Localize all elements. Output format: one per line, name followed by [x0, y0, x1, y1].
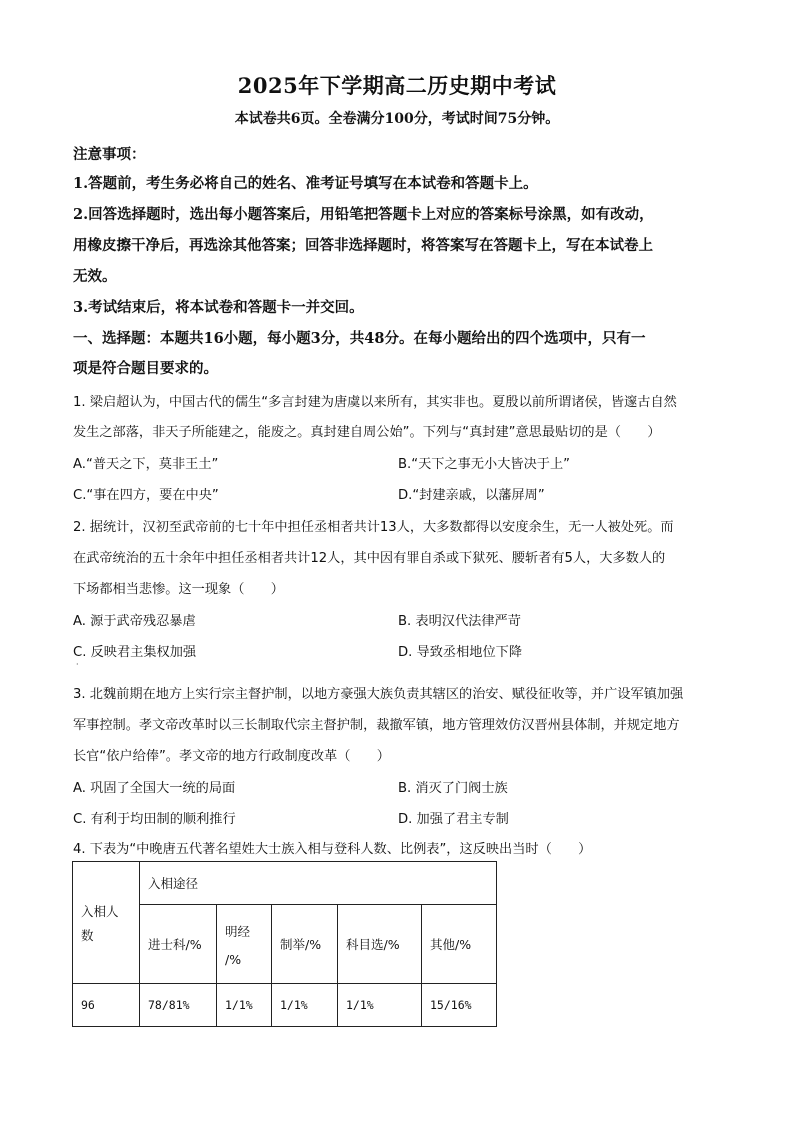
question-4-line-1: 4. 下表为“中晚唐五代著名望姓大士族入相与登科人数、比例表”，这反映出当时（ ） [73, 842, 592, 857]
question-1-option-b[interactable]: B.“天下之事无小大皆决于上” [398, 457, 570, 472]
exam-title: 2025年下学期高二历史期中考试 [237, 73, 557, 98]
notice-item-2-end: 无效。 [73, 268, 117, 285]
question-3-option-d[interactable]: D. 加强了君主专制 [398, 812, 509, 827]
question-2-line-1: 2. 据统计，汉初至武帝前的七十年中担任丞相者共计13人，大多数都得以安度余生，无一人被处死。而 [73, 520, 674, 535]
scholar-gentry-table [72, 861, 497, 1027]
table-count-header: 入相人 数 [73, 862, 140, 984]
table-col-kemuxuan: 科目选/% [338, 905, 422, 984]
question-1-option-c[interactable]: C.“事在四方，要在中央” [73, 488, 219, 503]
table-cell-zhiju: 1/1% [272, 984, 338, 1027]
notice-item-2: 2.回答选择题时，选出每小题答案后，用铅笔把答题卡上对应的答案标号涂黑，如有改动， [73, 206, 654, 223]
question-3-option-b[interactable]: B. 消灭了门阀士族 [398, 781, 508, 796]
table-col-zhiju: 制举/% [272, 905, 338, 984]
question-1-line-1: 1. 梁启超认为，中国古代的儒生“多言封建为唐虞以来所有，其实非也。夏殷以前所谓诸侯，皆邃古自然 [73, 395, 677, 410]
notice-item-2-cont: 用橡皮擦干净后，再选涂其他答案；回答非选择题时，将答案写在答题卡上，写在本试卷上 [73, 237, 653, 254]
question-1-line-2: 发生之部落，非天子所能建之，能废之。真封建自周公始”。下列与“真封建”意思最贴切的是（ ） [73, 425, 661, 440]
section-heading-cont: 项是符合题目要求的。 [73, 360, 218, 377]
question-2-line-3: 下场都相当悲惨。这一现象（ ） [73, 582, 284, 597]
notice-item-3: 3.考试结束后，将本试卷和答题卡一并交回。 [73, 299, 364, 316]
question-3-line-2: 军事控制。孝文帝改革时以三长制取代宗主督护制，裁撤军镇，地方管理效仿汉晋州县体制，并规定地方 [73, 718, 680, 733]
table-cell-kemuxuan: 1/1% [338, 984, 422, 1027]
table-cell-other: 15/16% [422, 984, 497, 1027]
stray-mark: · [76, 660, 79, 669]
question-1-option-a[interactable]: A.“普天之下，莫非王土” [73, 457, 219, 472]
question-3-line-1: 3. 北魏前期在地方上实行宗主督护制，以地方豪强大族负责其辖区的治安、赋役征收等，并广设军镇加强 [73, 687, 684, 702]
question-2-option-d[interactable]: D. 导致丞相地位下降 [398, 645, 523, 660]
notice-item-1: 1.答题前，考生务必将自己的姓名、准考证号填写在本试卷和答题卡上。 [73, 175, 538, 192]
question-2-option-c[interactable]: C. 反映君主集权加强 [73, 645, 197, 660]
table-path-header: 入相途径 [140, 862, 497, 905]
exam-subtitle: 本试卷共6页。全卷满分100分，考试时间75分钟。 [234, 111, 560, 127]
question-2-option-a[interactable]: A. 源于武帝残忍暴虐 [73, 614, 196, 629]
question-3-option-c[interactable]: C. 有利于均田制的顺利推行 [73, 812, 236, 827]
table-col-jinshi: 进士科/% [140, 905, 217, 984]
table-cell-count: 96 [73, 984, 140, 1027]
table-col-other: 其他/% [422, 905, 497, 984]
section-heading: 一、选择题：本题共16小题，每小题3分，共48分。在每小题给出的四个选项中，只有一 [73, 330, 646, 347]
table-col-mingjing: 明经 /% [217, 905, 272, 984]
table-cell-mingjing: 1/1% [217, 984, 272, 1027]
question-2-line-2: 在武帝统治的五十余年中担任丞相者共计12人，其中因有罪自杀或下狱死、腰斩者有5人，大多数人的 [73, 551, 666, 566]
table-cell-jinshi: 78/81% [140, 984, 217, 1027]
question-3-option-a[interactable]: A. 巩固了全国大一统的局面 [73, 781, 236, 796]
table-row [73, 984, 497, 1027]
table-header-row [73, 862, 497, 905]
notice-heading: 注意事项： [73, 146, 146, 163]
question-3-line-3: 长官“依户给俸”。孝文帝的地方行政制度改革（ ） [73, 749, 390, 764]
question-1-option-d[interactable]: D.“封建亲戚，以藩屏周” [398, 488, 545, 503]
question-2-option-b[interactable]: B. 表明汉代法律严苛 [398, 614, 521, 629]
